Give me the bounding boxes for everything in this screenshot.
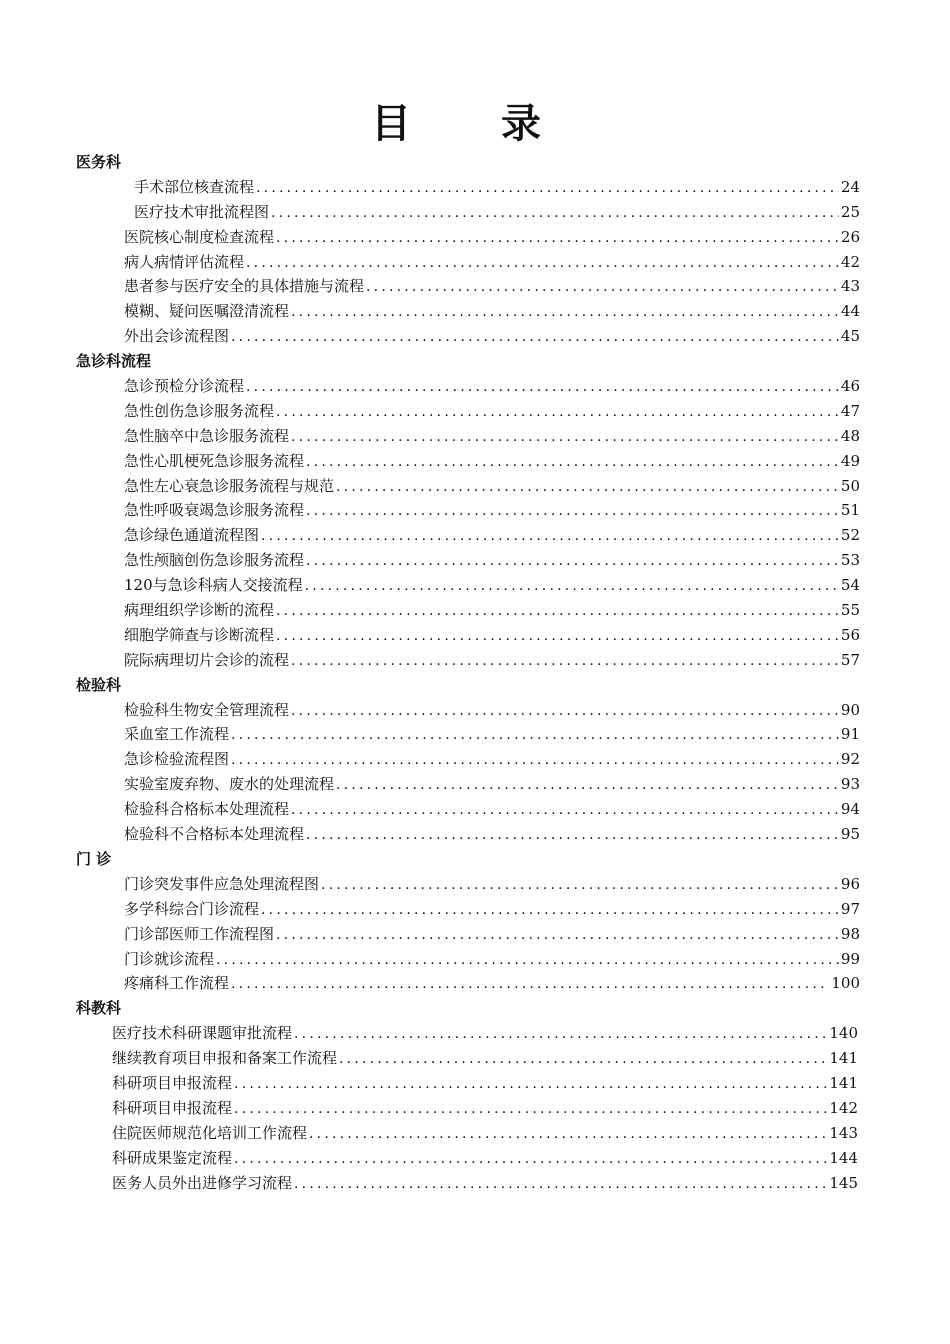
page-number: 47: [840, 401, 860, 420]
page-number: 141: [829, 1073, 858, 1092]
dot-leader: [306, 499, 839, 524]
page-title: 目 录: [371, 101, 579, 147]
page-number: 43: [840, 277, 860, 296]
entry-title: 检验科合格标本处理流程: [124, 800, 290, 819]
toc-entry[interactable]: [124, 548, 860, 573]
page-number: 50: [840, 476, 860, 495]
dot-leader: [291, 425, 839, 450]
dot-leader: [306, 450, 839, 475]
entry-title: 急性脑卒中急诊服务流程: [124, 426, 290, 445]
toc-entry[interactable]: [124, 250, 860, 275]
entry-title: 科研成果鉴定流程: [112, 1148, 233, 1167]
toc-entry[interactable]: [124, 523, 860, 548]
toc-entry[interactable]: [124, 747, 860, 772]
dot-leader: [321, 873, 839, 898]
page-number: 56: [840, 625, 860, 644]
page-number: 96: [840, 874, 860, 893]
page-number: 46: [840, 377, 860, 396]
toc-entry[interactable]: [124, 424, 860, 449]
dot-leader: [294, 1172, 827, 1197]
dot-leader: [246, 375, 839, 400]
toc-entry[interactable]: [124, 324, 860, 349]
page-number: 142: [829, 1098, 858, 1117]
page-number: 92: [840, 750, 860, 769]
page-number: 144: [829, 1148, 858, 1167]
entry-title: 住院医师规范化培训工作流程: [112, 1123, 308, 1142]
entry-title: 院际病理切片会诊的流程: [124, 650, 290, 669]
entry-title: 细胞学筛查与诊断流程: [124, 625, 275, 644]
page-number: 100: [831, 974, 860, 993]
dot-leader: [261, 898, 839, 923]
toc-entry[interactable]: [112, 1171, 858, 1196]
toc-entry[interactable]: [124, 598, 860, 623]
entry-title: 病人病情评估流程: [124, 252, 245, 271]
toc-entry[interactable]: [124, 897, 860, 922]
entry-title: 采血室工作流程: [124, 725, 230, 744]
page-number: 53: [840, 551, 860, 570]
page-number: 54: [840, 576, 860, 595]
toc-entry[interactable]: [124, 399, 860, 424]
entry-title: 急诊预检分诊流程: [124, 377, 245, 396]
dot-leader: [216, 948, 839, 973]
dot-leader: [276, 624, 839, 649]
dot-leader: [271, 201, 839, 226]
page-number: 24: [840, 177, 860, 196]
toc-section: [0, 847, 950, 996]
page-number: 95: [840, 825, 860, 844]
dot-leader: [291, 649, 839, 674]
toc-entry[interactable]: [112, 1046, 858, 1071]
section-heading: 门 诊: [76, 849, 112, 868]
page-number: 143: [829, 1123, 858, 1142]
page-number: 45: [840, 327, 860, 346]
toc-section: [0, 996, 950, 1195]
toc-entry[interactable]: [124, 498, 860, 523]
entry-title: 继续教育项目申报和备案工作流程: [112, 1049, 338, 1068]
dot-leader: [276, 226, 839, 251]
toc-entry[interactable]: [124, 797, 860, 822]
entry-title: 多学科综合门诊流程: [124, 899, 260, 918]
toc-entry[interactable]: [124, 573, 860, 598]
toc-entry[interactable]: [124, 449, 860, 474]
dot-leader: [276, 923, 839, 948]
toc-entry[interactable]: [124, 722, 860, 747]
dot-leader: [291, 699, 839, 724]
page-number: 26: [840, 227, 860, 246]
entry-title: 120与急诊科病人交接流程: [124, 576, 303, 595]
toc-entry[interactable]: [112, 1096, 858, 1121]
toc-entry[interactable]: [124, 648, 860, 673]
section-heading: 医务科: [76, 153, 122, 171]
page-number: 48: [840, 426, 860, 445]
entry-title: 急诊检验流程图: [124, 750, 230, 769]
page-number: 94: [840, 800, 860, 819]
dot-leader: [256, 176, 839, 201]
entry-title: 科研项目申报流程: [112, 1098, 233, 1117]
dot-leader: [246, 251, 839, 276]
toc-entry[interactable]: [124, 947, 860, 972]
dot-leader: [339, 1047, 827, 1072]
page-number: 42: [840, 252, 860, 271]
entry-title: 门诊突发事件应急处理流程图: [124, 874, 320, 893]
toc-entry[interactable]: [124, 922, 860, 947]
dot-leader: [234, 1072, 827, 1097]
toc-entry[interactable]: [134, 175, 860, 200]
dot-leader: [291, 300, 839, 325]
section-heading: 急诊科流程: [76, 352, 152, 371]
page-number: 98: [840, 924, 860, 943]
toc-entry[interactable]: [124, 971, 860, 996]
dot-leader: [261, 524, 839, 549]
dot-leader: [231, 748, 839, 773]
dot-leader: [306, 549, 839, 574]
entry-title: 急性呼吸衰竭急诊服务流程: [124, 501, 305, 520]
dot-leader: [294, 1022, 827, 1047]
entry-title: 门诊就诊流程: [124, 949, 215, 968]
dot-leader: [306, 823, 839, 848]
page-number: 145: [829, 1173, 858, 1192]
toc-entry[interactable]: [124, 772, 860, 797]
entry-title: 医务人员外出进修学习流程: [112, 1173, 293, 1192]
dot-leader: [231, 325, 839, 350]
dot-leader: [309, 1122, 827, 1147]
toc-entry[interactable]: [112, 1021, 858, 1046]
page-number: 57: [840, 650, 860, 669]
page-number: 44: [840, 302, 860, 321]
entry-title: 急性心肌梗死急诊服务流程: [124, 451, 305, 470]
page-number: 49: [840, 451, 860, 470]
entry-title: 外出会诊流程图: [124, 327, 230, 346]
dot-leader: [231, 723, 839, 748]
dot-leader: [336, 773, 839, 798]
page-number: 93: [840, 775, 860, 794]
dot-leader: [234, 1147, 827, 1172]
entry-title: 检验科生物安全管理流程: [124, 700, 290, 719]
entry-title: 检验科不合格标本处理流程: [124, 825, 305, 844]
table-of-contents: [0, 150, 950, 1195]
page-number: 52: [840, 526, 860, 545]
entry-title: 急性颅脑创伤急诊服务流程: [124, 551, 305, 570]
dot-leader: [276, 599, 839, 624]
toc-section: [0, 349, 950, 673]
section-heading: 检验科: [76, 675, 122, 694]
page-number: 97: [840, 899, 860, 918]
dot-leader: [234, 1097, 827, 1122]
entry-title: 疼痛科工作流程: [124, 974, 230, 993]
page-number: 140: [829, 1024, 858, 1043]
toc-entry[interactable]: [124, 623, 860, 648]
page-number: 51: [840, 501, 860, 520]
page-number: 141: [829, 1049, 858, 1068]
page-number: 25: [840, 202, 860, 221]
dot-leader: [276, 400, 839, 425]
toc-section: [0, 673, 950, 847]
toc-entry[interactable]: [124, 822, 860, 847]
toc-entry[interactable]: [124, 299, 860, 324]
section-heading: 科教科: [76, 999, 122, 1018]
toc-entry[interactable]: [124, 374, 860, 399]
dot-leader: [291, 798, 839, 823]
entry-title: 患者参与医疗安全的具体措施与流程: [124, 277, 365, 296]
toc-entry[interactable]: [124, 698, 860, 723]
entry-title: 手术部位核查流程: [134, 177, 255, 196]
page-number: 55: [840, 601, 860, 620]
entry-title: 模糊、疑问医嘱澄清流程: [124, 302, 290, 321]
dot-leader: [305, 574, 839, 599]
entry-title: 医疗技术审批流程图: [134, 202, 270, 221]
entry-title: 门诊部医师工作流程图: [124, 924, 275, 943]
entry-title: 病理组织学诊断的流程: [124, 601, 275, 620]
dot-leader: [336, 475, 839, 500]
dot-leader: [231, 972, 829, 997]
toc-entry[interactable]: [124, 872, 860, 897]
page-number: 90: [840, 700, 860, 719]
toc-entry[interactable]: [124, 474, 860, 499]
entry-title: 急性左心衰急诊服务流程与规范: [124, 476, 335, 495]
toc-entry[interactable]: [112, 1121, 858, 1146]
toc-section: [0, 150, 950, 349]
entry-title: 急诊绿色通道流程图: [124, 526, 260, 545]
toc-entry[interactable]: [112, 1071, 858, 1096]
entry-title: 医疗技术科研课题审批流程: [112, 1024, 293, 1043]
page-number: 99: [840, 949, 860, 968]
dot-leader: [366, 275, 839, 300]
entry-title: 实验室废弃物、废水的处理流程: [124, 775, 335, 794]
page-number: 91: [840, 725, 860, 744]
toc-entry[interactable]: [134, 200, 860, 225]
toc-entry[interactable]: [124, 225, 860, 250]
toc-entry[interactable]: [112, 1146, 858, 1171]
toc-entry[interactable]: [124, 274, 860, 299]
entry-title: 急性创伤急诊服务流程: [124, 401, 275, 420]
entry-title: 医院核心制度检查流程: [124, 227, 275, 246]
entry-title: 科研项目申报流程: [112, 1073, 233, 1092]
